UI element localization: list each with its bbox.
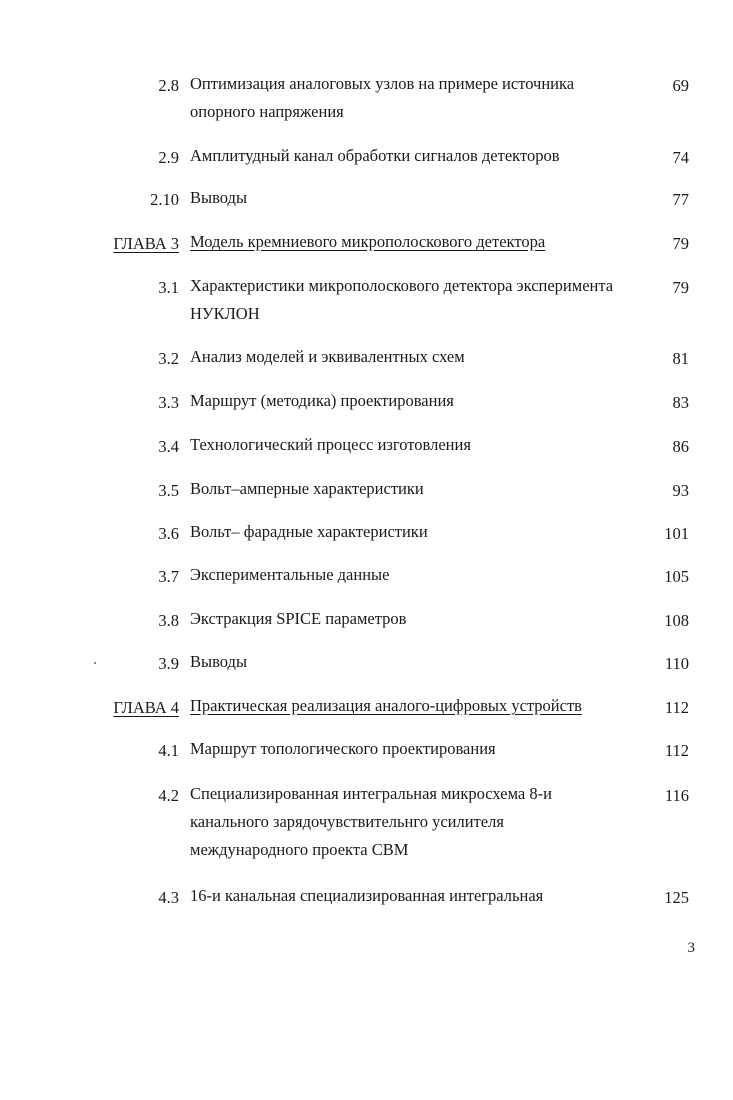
toc-entry-number: 4.2 xyxy=(158,786,179,805)
toc-entry-title: Выводы xyxy=(190,188,248,207)
toc-entry-title: Модель кремниевого микрополоскового детектора xyxy=(190,232,546,251)
toc-entry-page: 110 xyxy=(664,654,689,673)
toc-entry-number: 3.8 xyxy=(158,611,179,630)
toc-entry-page: 112 xyxy=(664,741,689,760)
toc-entry-page: 79 xyxy=(672,234,689,253)
toc-entry-title: 16-и канальная специализированная интегральная xyxy=(190,886,544,905)
toc-entry-number: ГЛАВА 3 xyxy=(113,234,179,253)
toc-entry-page: 83 xyxy=(672,393,689,412)
toc-entry-number: 3.4 xyxy=(158,437,179,456)
toc-entry-title: Анализ моделей и эквивалентных схем xyxy=(190,347,465,366)
toc-entry-title: Маршрут топологического проектирования xyxy=(190,739,496,758)
toc-entry-number: 4.3 xyxy=(158,888,179,907)
toc-entry-title: Выводы xyxy=(190,652,248,671)
toc-entry-number: 2.9 xyxy=(158,148,179,167)
toc-entry-page: 86 xyxy=(672,437,689,456)
toc-entry-page: 69 xyxy=(672,76,689,95)
toc-entry-number: 3.1 xyxy=(158,278,179,297)
toc-entry-page: 112 xyxy=(664,698,689,717)
toc-entry-number: 3.6 xyxy=(158,524,179,543)
toc-entry-page: 105 xyxy=(664,567,689,586)
scan-speck xyxy=(94,662,96,664)
toc-entry-page: 101 xyxy=(664,524,689,543)
toc-entry-number: 3.7 xyxy=(158,567,179,586)
toc-entry-number: 3.3 xyxy=(158,393,179,412)
toc-entry-number: 3.2 xyxy=(158,349,179,368)
toc-entry-title: Амплитудный канал обработки сигналов детекторов xyxy=(190,146,560,165)
toc-entry-page: 116 xyxy=(664,786,689,805)
toc-entry-title: Технологический процесс изготовления xyxy=(190,435,471,454)
toc-entry-number: ГЛАВА 4 xyxy=(113,698,179,717)
toc-entry-number: 4.1 xyxy=(158,741,179,760)
toc-entry-title: Характеристики микрополоскового детектора эксперимента НУКЛОН xyxy=(190,276,614,323)
toc-entry-page: 79 xyxy=(672,278,689,297)
toc-entry-title: Практическая реализация аналого-цифровых устройств xyxy=(190,696,582,715)
toc-entry-title: Вольт–амперные характеристики xyxy=(190,479,424,498)
toc-entry-page: 125 xyxy=(664,888,689,907)
toc-entry-number: 3.9 xyxy=(158,654,179,673)
toc-entry-page: 81 xyxy=(672,349,689,368)
toc-entry-page: 77 xyxy=(672,190,689,209)
toc-entry-title: Оптимизация аналоговых узлов на примере источника опорного напряжения xyxy=(190,74,575,121)
toc-entry-title: Экстракция SPICE параметров xyxy=(190,609,407,628)
toc-entry-page: 93 xyxy=(672,481,689,500)
toc-entry-title: Экспериментальные данные xyxy=(190,565,390,584)
toc-entry-number: 2.10 xyxy=(150,190,179,209)
page-number: 3 xyxy=(687,940,695,956)
toc-entry-title: Специализированная интегральная микросхема 8-и канального зарядочувствительнго усилителя международного проекта CBM xyxy=(190,784,552,859)
toc-entry-title: Вольт– фарадные характеристики xyxy=(190,522,428,541)
toc-entry-title: Маршрут (методика) проектирования xyxy=(190,391,454,410)
toc-entry-number: 2.8 xyxy=(158,76,179,95)
toc-entry-page: 108 xyxy=(664,611,689,630)
toc-entry-number: 3.5 xyxy=(158,481,179,500)
toc-entry-page: 74 xyxy=(672,148,689,167)
